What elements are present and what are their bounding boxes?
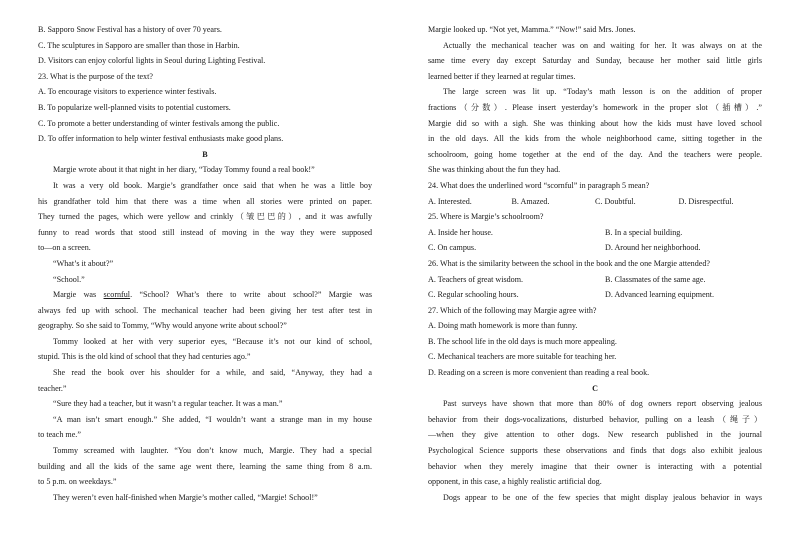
passage-b-line: They turned the pages, which were yellow and crinkly（皱巴巴的）, and it was awfully (38, 212, 372, 222)
passage-b-line: always fed up with school. The mechanical teacher had been giving her test after test in (38, 305, 372, 315)
q22-option-c: C. The sculptures in Sapporo are smaller than those in Harbin. (38, 40, 240, 50)
passage-b-cont-line: fractions（分数）. Please insert yesterday’s homework in the proper slot（插槽）.” (428, 102, 762, 112)
passage-b-line: funny to read words that stood still instead of moving in the way they were supposed (38, 227, 372, 237)
q23-option-d: D. To offer information to help winter festival enthusiasts make good plans. (38, 134, 284, 144)
passage-b-line: They weren’t even half-finished when Margie’s mother called, “Margie! School!” (53, 492, 318, 502)
passage-b-line: Tommy screamed with laughter. “You don’t know much, Margie. They had a special (53, 446, 372, 456)
q23-option-c: C. To promote a better understanding of winter festivals among the public. (38, 118, 280, 128)
q26-option-c: C. Regular schooling hours. (428, 290, 519, 300)
passage-c-line: Past surveys have shown that more than 80% of dog owners report observing jealous (443, 399, 762, 409)
q22-option-b: B. Sapporo Snow Festival has a history of over 70 years. (38, 25, 222, 34)
q24-stem: 24. What does the underlined word “scornful” in paragraph 5 mean? (428, 180, 650, 190)
q23-stem: 23. What is the purpose of the text? (38, 71, 153, 81)
q26-option-b: B. Classmates of the same age. (605, 274, 706, 284)
section-b-heading: B (202, 149, 208, 159)
passage-b-cont-line: Margie looked up. “Not yet, Mamma.” “Now!” said Mrs. Jones. (428, 25, 636, 34)
q25-stem: 25. Where is Margie’s schoolroom? (428, 212, 544, 222)
passage-b-line: Tommy looked at her with very superior eyes, “Because it’s not our kind of school, (53, 336, 372, 346)
passage-b-cont-line: same time every day except Saturday and Sunday, because her mother said little girls (428, 56, 762, 66)
passage-b-cont-line: learned better if they learned at regular times. (428, 71, 576, 81)
right-column (428, 22, 762, 505)
q26-option-a: A. Teachers of great wisdom. (428, 274, 524, 284)
q26-options-row1 (428, 272, 762, 288)
passage-b-line: stupid. This is the old kind of school that they had centuries ago.” (38, 352, 251, 362)
q26-options-row2 (428, 287, 762, 303)
passage-b-cont-line: schoolroom, going home together at the end of the day. And the teachers were people. (428, 149, 762, 159)
passage-b-line: building and all the kids of the same age went there, learning the same thing from 8 a.m. (38, 461, 372, 471)
q27-option-c: C. Mechanical teachers are more suitable for teaching her. (428, 352, 617, 362)
passage-b-line-scornful (38, 287, 372, 303)
passage-b-line: geography. So she said to Tommy, “Why would anyone write about school?” (38, 321, 287, 331)
passage-c-line: behavior from their dogs-vocalizations, disturbed behavior, pulling on a leash（绳子） (428, 414, 762, 424)
section-c-heading: C (592, 383, 598, 393)
q24-option-c: C. Doubtful. (595, 196, 636, 206)
passage-b-cont-line: Actually the mechanical teacher was on and waiting for her. It was always on at the (443, 40, 762, 50)
passage-b-line: “School.” (53, 274, 85, 284)
passage-b-line: Margie wrote about it that night in her diary, “Today Tommy found a real book!” (53, 165, 315, 175)
q23-option-b: B. To popularize well-planned visits to potential customers. (38, 102, 231, 112)
passage-c-line: —when they give attention to other dogs. New research published in the journal (428, 430, 762, 440)
passage-b-line: teacher.” (38, 383, 67, 393)
passage-c-line: opponent, in this case, a highly realistic artificial dog. (428, 477, 602, 487)
passage-b-line: to—on a screen. (38, 243, 91, 253)
passage-b-cont-line: Margie did so with a sigh. She was thinking about how the kids must have loved school (428, 118, 762, 128)
passage-b-line: “What’s it about?” (53, 258, 114, 268)
q23-option-a: A. To encourage visitors to experience winter festivals. (38, 87, 217, 97)
q26-stem: 26. What is the similarity between the school in the book and the one Margie attended? (428, 258, 711, 268)
q27-stem: 27. Which of the following may Margie agree with? (428, 305, 597, 315)
passage-b-cont-line: She was thinking about the fun they had. (428, 165, 561, 175)
passage-c-line: behavior when they merely imagine that their owner is interacting with a potential (428, 461, 762, 471)
q27-option-b: B. The school life in the old days is much more appealing. (428, 336, 617, 346)
passage-b-line: to teach me.” (38, 430, 81, 440)
passage-b-line: “A man isn’t smart enough.” She added, “I wouldn’t want a strange man in my house (53, 414, 372, 424)
passage-b-line: his grandfather told him that there was a time when all stories were printed on paper. (38, 196, 372, 206)
q24-option-a: A. Interested. (428, 196, 472, 206)
passage-b-line: to 5 p.m. on weekdays.” (38, 477, 117, 487)
q26-option-d: D. Advanced learning equipment. (605, 290, 715, 300)
scornful-before: Margie was (53, 290, 97, 300)
q25-options-row2 (428, 240, 762, 256)
q27-option-a: A. Doing math homework is more than funny. (428, 321, 578, 331)
q25-option-c: C. On campus. (428, 243, 477, 253)
passage-b-line: It was a very old book. Margie’s grandfather once said that when he was a little boy (53, 180, 372, 190)
q25-option-d: D. Around her neighborhood. (605, 243, 701, 253)
q24-options (428, 194, 762, 210)
passage-c-line: Dogs appear to be one of the few species that might display jealous behavior in ways (443, 492, 762, 502)
passage-c-line: Psychological Science supports these observations and finds that dogs also exhibit jealous (428, 446, 762, 456)
q25-option-b: B. In a special building. (605, 227, 683, 237)
q27-option-d: D. Reading on a screen is more convenient than reading a real book. (428, 368, 650, 378)
passage-b-cont-line: The large screen was lit up. “Today’s math lesson is on the addition of proper (443, 87, 762, 97)
q22-option-d: D. Visitors can enjoy colorful lights in Seoul during Lighting Festival. (38, 56, 266, 66)
q24-option-b: B. Amazed. (511, 196, 550, 206)
left-column (38, 22, 372, 505)
q25-options-row1 (428, 225, 762, 241)
scornful-after: . “School? What’s there to write about school?” Margie was (130, 290, 372, 300)
passage-b-line: “Sure they had a teacher, but it wasn’t a regular teacher. It was a man.” (53, 399, 283, 409)
passage-b-line: She read the book over his shoulder for a while, and said, “Anyway, they had a (53, 368, 372, 378)
passage-b-cont-line: in the old days. All the kids from the whole neighborhood came, sitting together in the (428, 134, 762, 144)
scornful-underlined-word: scornful (103, 290, 131, 300)
q25-option-a: A. Inside her house. (428, 227, 493, 237)
q24-option-d: D. Disrespectful. (678, 196, 734, 206)
